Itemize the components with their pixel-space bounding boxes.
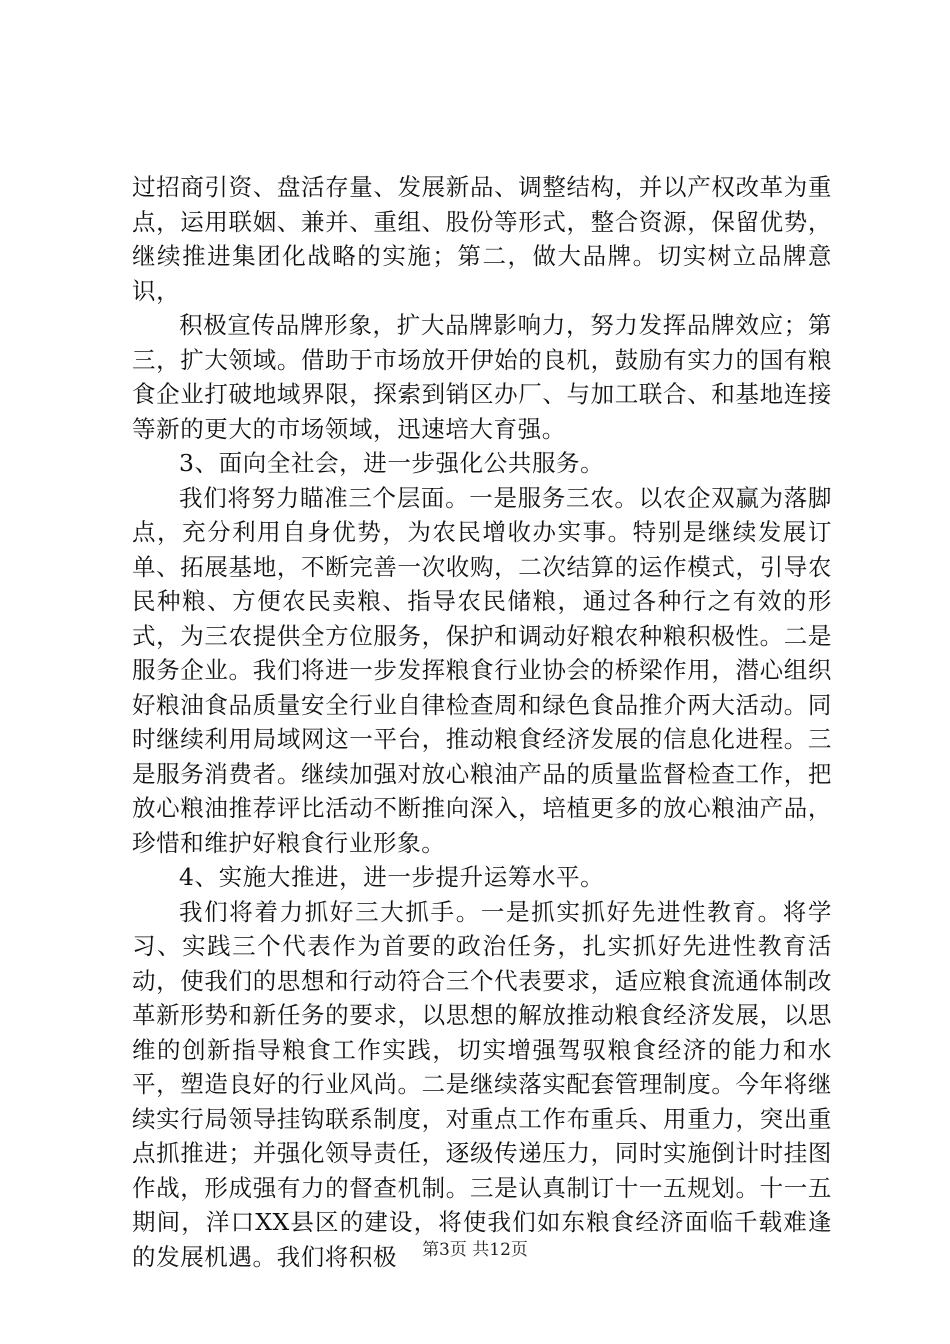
paragraph-2: 积极宣传品牌形象，扩大品牌影响力，努力发挥品牌效应；第三，扩大领域。借助于市场放开伊始的良机，鼓励有实力的国有粮食企业打破地域界限，探索到销区办厂、与加工联合、和基地连接等新的更大的市场领域，迅速培大育强。 [132, 311, 832, 443]
page-footer [0, 1238, 950, 1262]
paragraph-1: 过招商引资、盘活存量、发展新品、调整结构，并以产权改革为重点，运用联姻、兼并、重组、股份等形式，整合资源，保留优势，继续推进集团化战略的实施；第二，做大品牌。切实树立品牌意识， [132, 173, 832, 305]
section-heading-3: 3、面向全社会，进一步强化公共服务。 [179, 449, 605, 477]
section-heading-4: 4、实施大推进，进一步提升运筹水平。 [179, 863, 605, 891]
page-number-label: 第3页 共12页 [422, 1240, 528, 1260]
body-text [132, 170, 832, 1274]
paragraph-6: 我们将着力抓好三大抓手。一是抓实抓好先进性教育。将学习、实践三个代表作为首要的政治任务，扎实抓好先进性教育活动，使我们的思想和行动符合三个代表要求，适应粮食流通体制改革新形势和新任务的要求，以思想的解放推动粮食经济发展，以思维的创新指导粮食工作实践，切实增强驾驭粮食经济的能力和水平，塑造良好的行业风尚。二是继续落实配套管理制度。今年将继续实行局领导挂钩联系制度，对重点工作布重兵、用重力，突出重点抓推进；并强化领导责任，逐级传递压力，同时实施倒计时挂图作战，形成强有力的督查机制。三是认真制订十一五规划。十一五期间，洋口XX县区的建设，将使我们如东粮食经济面临千载难逢的发展机遇。我们将积极 [132, 897, 832, 1271]
paragraph-4: 我们将努力瞄准三个层面。一是服务三农。以农企双赢为落脚点，充分利用自身优势，为农民增收办实事。特别是继续发展订单、拓展基地，不断完善一次收购，二次结算的运作模式，引导农民种粮、方便农民卖粮、指导农民储粮，通过各种行之有效的形式，为三农提供全方位服务，保护和调动好粮农种粮积极性。二是服务企业。我们将进一步发挥粮食行业协会的桥梁作用，潜心组织好粮油食品质量安全行业自律检查周和绿色食品推介两大活动。同时继续利用局域网这一平台，推动粮食经济发展的信息化进程。三是服务消费者。继续加强对放心粮油产品的质量监督检查工作，把放心粮油推荐评比活动不断推向深入，培植更多的放心粮油产品，珍惜和维护好粮食行业形象。 [132, 483, 832, 857]
